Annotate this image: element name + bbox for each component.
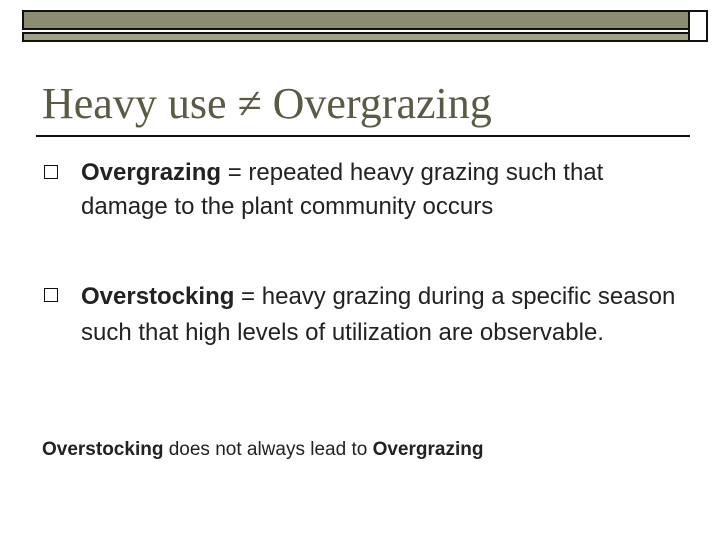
hollow-square-icon (44, 165, 58, 179)
bullet-definition: = heavy grazing during a specific season such that high levels of utilization are observable. (81, 283, 676, 346)
footer-middle-text: does not always lead to (163, 439, 373, 460)
header-band-top (22, 10, 708, 30)
footer-term-overgrazing: Overgrazing (372, 439, 484, 460)
header-band-bottom (22, 32, 708, 42)
hollow-square-icon (44, 288, 58, 302)
bullet-text (81, 156, 681, 224)
footer-statement (42, 437, 483, 463)
bullet-term: Overstocking (81, 283, 235, 310)
bullet-text (81, 279, 681, 351)
header-decoration (22, 10, 708, 40)
footer-term-overstocking: Overstocking (42, 439, 164, 460)
header-end-box (688, 10, 708, 42)
bullet-term: Overgrazing (81, 159, 222, 186)
bullet-definition: = repeated heavy grazing such that damage to the plant community occurs (81, 159, 604, 220)
title-divider (36, 135, 690, 137)
slide-title: Heavy use ≠ Overgrazing (42, 79, 492, 128)
